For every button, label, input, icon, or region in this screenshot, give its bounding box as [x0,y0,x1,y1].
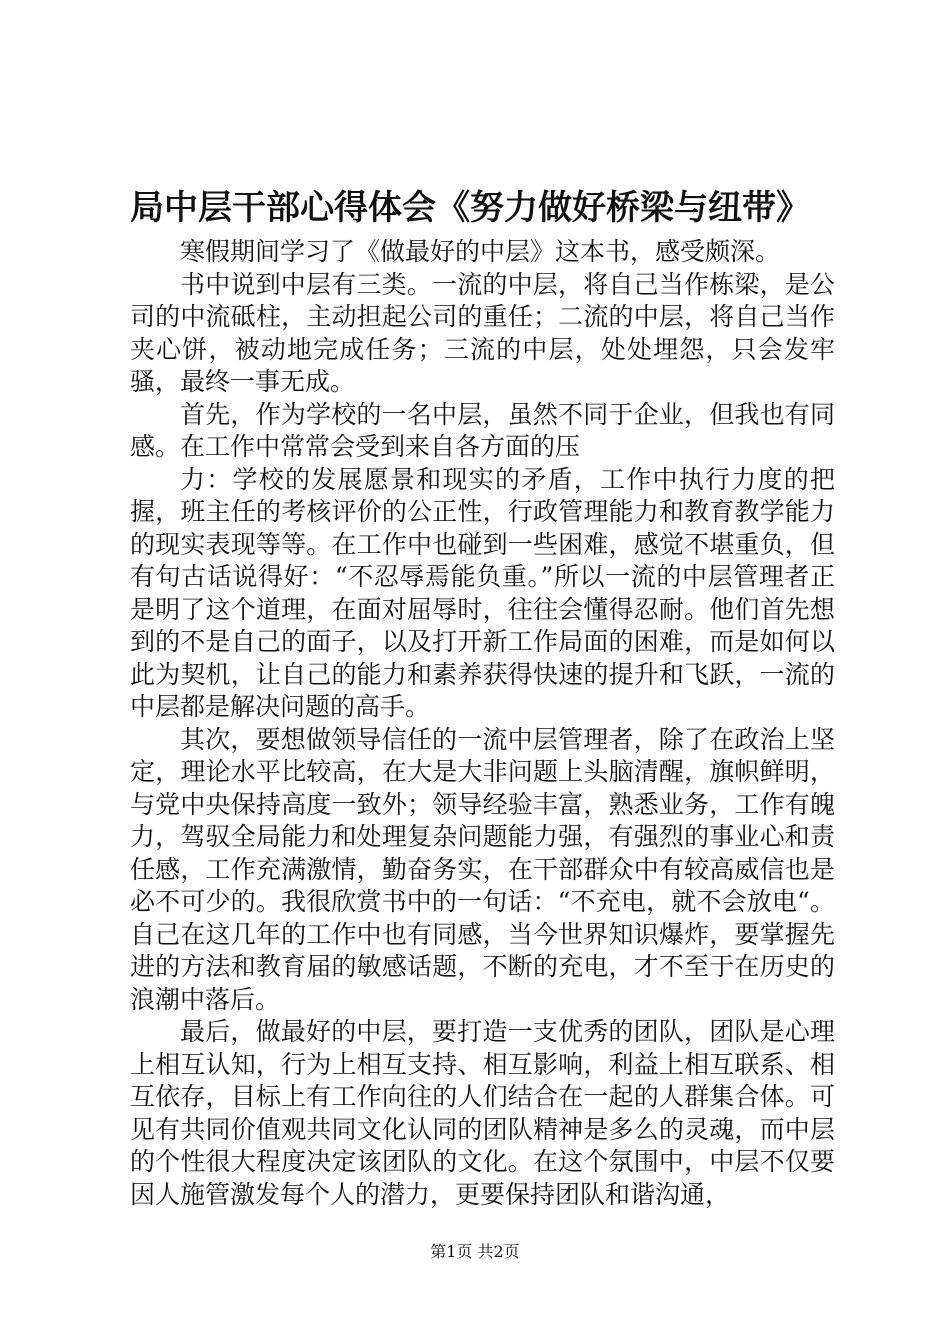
page-number-footer: 第1页 共2页 [430,1242,520,1261]
paragraph-2: 书中说到中层有三类。一流的中层，将自己当作栋梁，是公司的中流砥柱，主动担起公司的重任；二流的中层，将自己当作夹心饼，被动地完成任务；三流的中层，处处埋怨，只会发牢骚，最终一事无成。 [130,269,835,396]
paragraph-3: 首先，作为学校的一名中层，虽然不同于企业，但我也有同感。在工作中常常会受到来自各方面的压 [130,399,835,461]
document-body [130,236,835,1211]
paragraph-1: 寒假期间学习了《做最好的中层》这本书，感受颇深。 [180,237,781,266]
paragraph-4: 力：学校的发展愿景和现实的矛盾，工作中执行力度的把握，班主任的考核评价的公正性，行政管理能力和教育教学能力的现实表现等等。在工作中也碰到一些困难，感觉不堪重负，但有句古话说得好：“不忍辱焉能负重。”所以一流的中层管理者正是明了这个道理，在面对屈辱时，往往会懂得忍耐。他们首先想到的不是自己的面子，以及打开新工作局面的困难，而是如何以此为契机，让自己的能力和素养获得快速的提升和飞跃，一流的中层都是解决问题的高手。 [130,464,835,721]
paragraph-6: 最后，做最好的中层，要打造一支优秀的团队，团队是心理上相互认知，行为上相互支持、相互影响，利益上相互联系、相互依存，目标上有工作向往的人们结合在一起的人群集合体。可见有共同价值观共同文化认同的团队精神是多么的灵魂，而中层的个性很大程度决定该团队的文化。在这个氛围中，中层不仅要因人施管激发每个人的潜力，更要保持团队和谐沟通， [130,1017,835,1209]
document-title: 局中层干部心得体会《努力做好桥梁与纽带》 [130,188,810,228]
paragraph-5: 其次，要想做领导信任的一流中层管理者，除了在政治上坚定，理论水平比较高，在大是大非问题上头脑清醒，旗帜鲜明，与党中央保持高度一致外；领导经验丰富，熟悉业务，工作有魄力，驾驭全局能力和处理复杂问题能力强，有强烈的事业心和责任感，工作充满激情，勤奋务实，在干部群众中有较高威信也是必不可少的。我很欣赏书中的一句话：“不充电，就不会放电“。自己在这几年的工作中也有同感，当今世界知识爆炸，要掌握先进的方法和教育届的敏感话题，不断的充电，才不至于在历史的浪潮中落后。 [130,724,835,1014]
